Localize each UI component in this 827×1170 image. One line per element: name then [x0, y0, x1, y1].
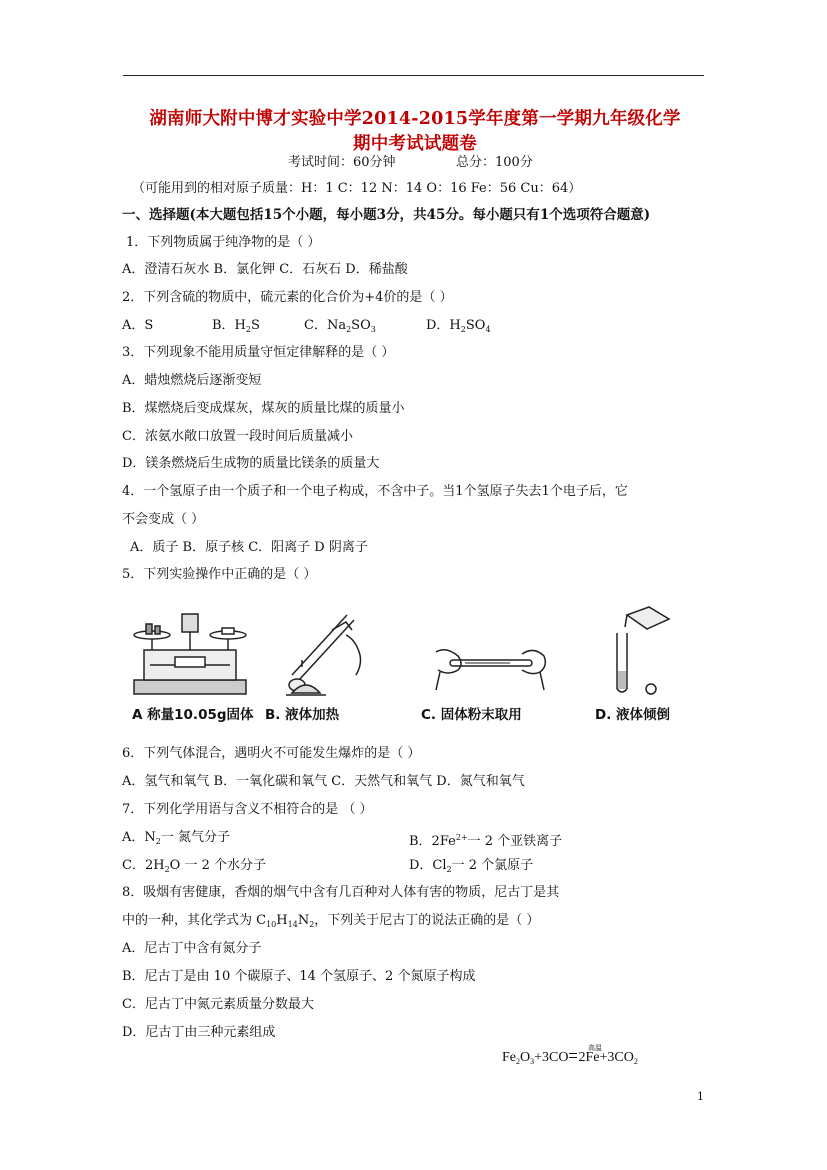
q2-option-d: D．$H_2SO_4$	[426, 318, 491, 334]
q5-caption-a: A 称量10.05g固体	[132, 707, 254, 723]
q3-option-a: A．蜡烛燃烧后逐渐变短	[122, 373, 262, 388]
q1-options: A．澄清石灰水 B．氯化钾 C．石灰石 D．稀盐酸	[122, 262, 408, 277]
section1-title: 一、选择题(本大题包括15个小题，每小题3分，共45分。每小题只有1个选项符合题意)	[122, 207, 651, 223]
q5-stem: 5．下列实验操作中正确的是（ ）	[122, 567, 317, 582]
q3-option-d: D．镁条燃烧后生成物的质量比镁条的质量大	[122, 456, 380, 471]
q3-stem: 3．下列现象不能用质量守恒定律解释的是（ ）	[122, 345, 395, 360]
q7-option-a: A．$N_2$一 氮气分子	[122, 830, 230, 846]
q7-option-c: C．$2H_2O$ 一 2 个水分子	[122, 858, 266, 874]
q6-options: A．氢气和氧气 B．一氧化碳和氧气 C．天然气和氧气 D．氮气和氧气	[122, 774, 525, 789]
q2-options	[122, 318, 491, 334]
page-number: 1	[697, 1090, 704, 1103]
q5-caption-d: D. 液体倾倒	[595, 707, 671, 723]
exam-title-line1: 湖南师大附中博才实验中学2014-2015学年度第一学期九年级化学	[149, 109, 681, 129]
q7-stem: 7．下列化学用语与含义不相符合的是 （ ）	[122, 802, 373, 817]
exam-time: 考试时间：60分钟	[288, 155, 396, 170]
q7-option-d: D．$Cl_2$一 2 个氯原子	[409, 858, 534, 874]
q2-option-c: C．$Na_2SO_3$	[304, 318, 376, 334]
liquid-heating-illustration	[272, 605, 372, 700]
equals-sign	[569, 1053, 577, 1058]
q2-option-b: B．$H_2S$	[212, 318, 260, 334]
q4-stem-line1: 4．一个氢原子由一个质子和一个电子构成，不含中子。当1个氢原子失去1个电子后，它	[122, 484, 628, 499]
q1-stem: 1．下列物质属于纯净物的是（ ）	[126, 235, 321, 250]
equation-condition: 高温	[588, 1044, 602, 1052]
q3-option-b: B．煤燃烧后变成煤灰，煤灰的质量比煤的质量小	[122, 401, 405, 416]
q3-option-c: C．浓氨水敞口放置一段时间后质量减小	[122, 429, 353, 444]
q2-stem: 2．下列含硫的物质中，硫元素的化合价为+4价的是（ ）	[122, 290, 453, 305]
q8-option-c: C．尼古丁中氮元素质量分数最大	[122, 997, 314, 1012]
q5-caption-c: C. 固体粉末取用	[421, 707, 522, 723]
q5-caption-b: B. 液体加热	[265, 707, 340, 723]
q4-stem-line2: 不会变成（ ）	[122, 512, 205, 527]
q8-option-b: B．尼古丁是由 10 个碳原子、14 个氢原子、2 个氮原子构成	[122, 969, 476, 984]
q6-stem: 6．下列气体混合，遇明火不可能发生爆炸的是（ ）	[122, 746, 421, 761]
q8-option-d: D．尼古丁由三种元素组成	[122, 1025, 276, 1040]
q8-stem-line2: 中的一种，其化学式为 $C_{10}H_{14}N_2$，下列关于尼古丁的说法正确的是（ ）	[122, 913, 540, 929]
balance-illustration	[130, 610, 250, 700]
exam-title-line2: 期中考试试题卷	[353, 134, 477, 154]
q8-option-a: A．尼古丁中含有氮分子	[122, 941, 262, 956]
equation: $Fe_2O_3+3CO$ $2Fe+3CO_2$	[502, 1050, 638, 1066]
total-score: 总分：100分	[456, 155, 533, 170]
powder-transfer-illustration	[430, 632, 550, 694]
atomic-masses: （可能用到的相对原子质量：H：1 C：12 N：14 O：16 Fe：56 Cu：64）	[132, 181, 582, 196]
q7-option-b: B．$2Fe^{2+}$一 2 个亚铁离子	[409, 833, 563, 849]
header-rule	[123, 75, 704, 76]
liquid-pouring-illustration	[605, 605, 675, 697]
q4-options: A．质子 B．原子核 C．阳离子 D 阴离子	[130, 540, 368, 555]
q8-stem-line1: 8．吸烟有害健康，香烟的烟气中含有几百种对人体有害的物质，尼古丁是其	[122, 885, 560, 900]
q2-option-a: A．S	[122, 318, 154, 333]
